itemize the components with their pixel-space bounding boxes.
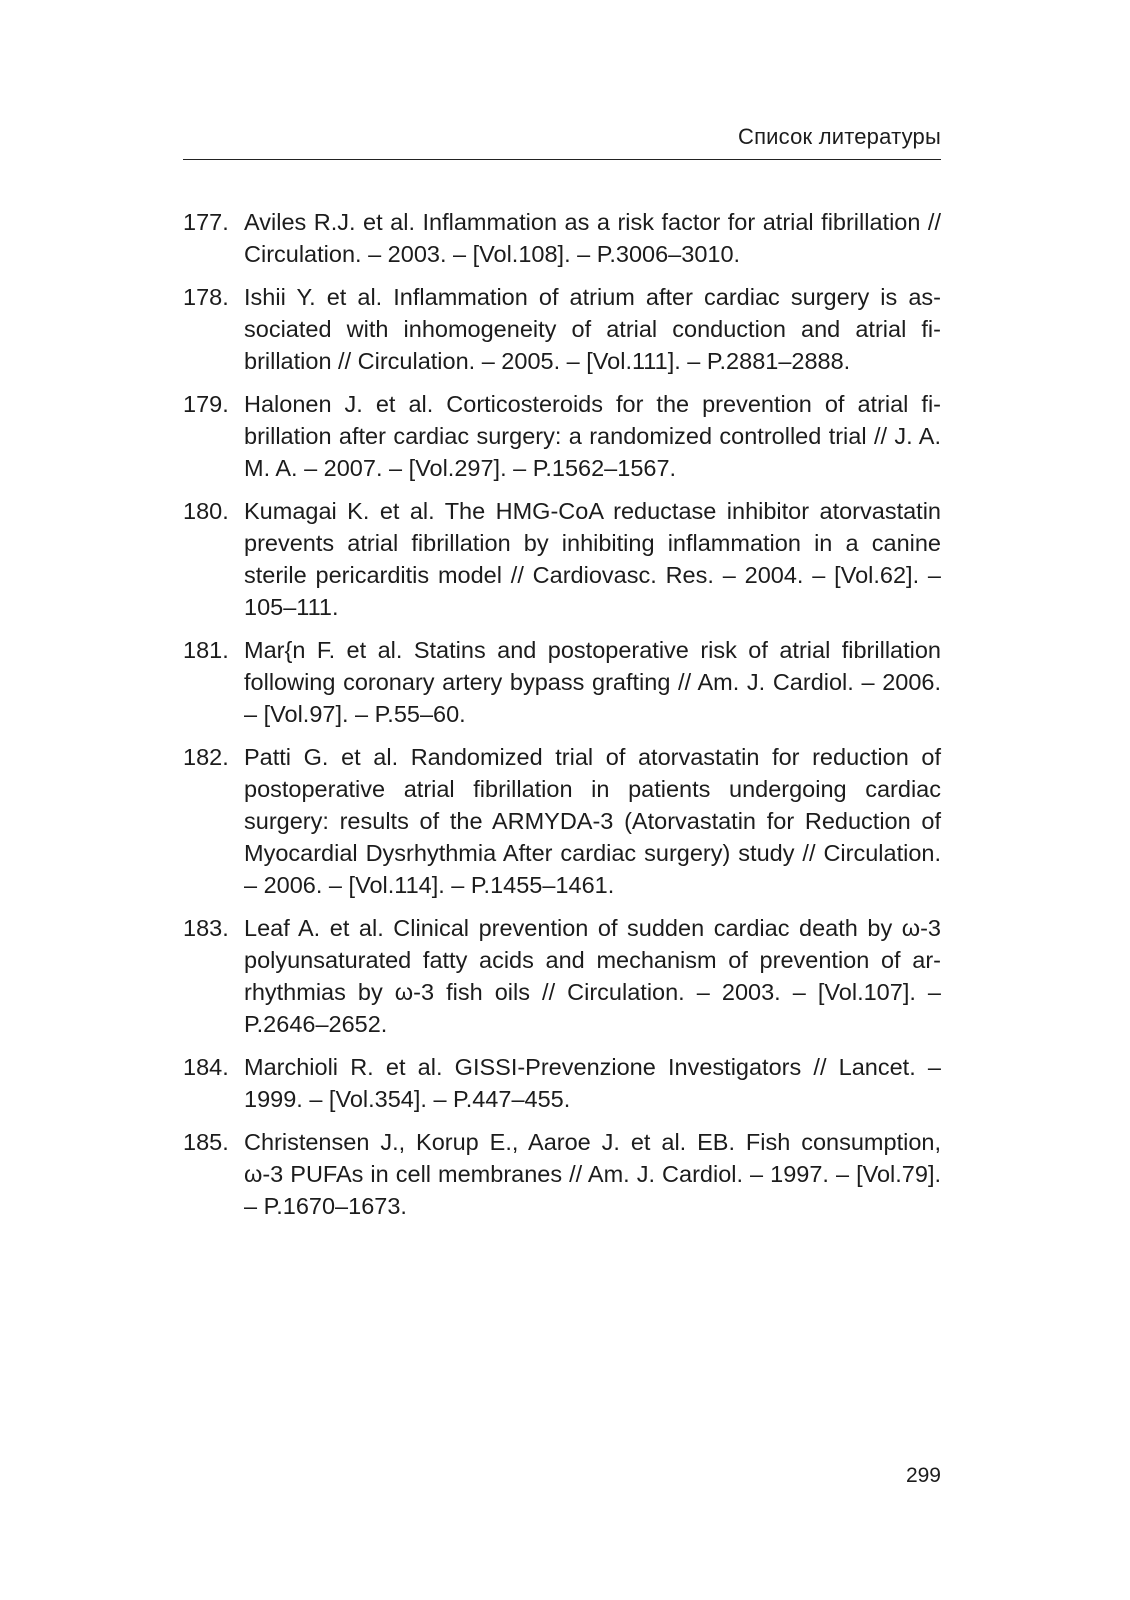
reference-item — [183, 206, 941, 270]
reference-number: 177. — [183, 209, 229, 235]
reference-number: 183. — [183, 915, 229, 941]
reference-number: 180. — [183, 498, 229, 524]
reference-number: 184. — [183, 1054, 229, 1080]
reference-text: Aviles R.J. et al. Inflammation as a risk factor for atrial fibrillation // Circulation. – 2003. – [Vol.108]. – P.3006–3010. — [244, 209, 941, 267]
reference-item — [183, 388, 941, 484]
reference-item — [183, 634, 941, 730]
reference-item — [183, 741, 941, 901]
running-head — [183, 120, 941, 160]
reference-number: 182. — [183, 744, 229, 770]
reference-text: Halonen J. et al. Corticosteroids for the prevention of atrial fibrillation after cardiac surgery: a randomized controlled trial // J. A. M. A. – 2007. – [Vol.297]. – P.1562–1567. — [244, 391, 941, 481]
reference-number: 179. — [183, 391, 229, 417]
reference-text: Christensen J., Korup E., Aaroe J. et al. EB. Fish consumption, ω-3 PUFAs in cell membranes // Am. J. Cardiol. – 1997. – [Vol.79]. – P.1670–1673. — [244, 1129, 941, 1219]
reference-text: Marchioli R. et al. GISSI-Prevenzione Investigators // Lancet. – 1999. – [Vol.354]. – P.447–455. — [244, 1054, 941, 1112]
reference-text: Patti G. et al. Randomized trial of atorvastatin for reduction of postoperative atrial fibrillation in patients undergoing cardiac surgery: results of the ARMYDA-3 (Atorvastatin for Reduction of Myocardial Dysrhythmia After cardiac surgery) study // Circulation. – 2006. – [Vol.114]. – P.1455–1461. — [244, 744, 941, 898]
reference-item — [183, 1126, 941, 1222]
reference-text: Mar{n F. et al. Statins and postoperative risk of atrial fibrillation following coronary artery bypass grafting // Am. J. Cardiol. – 2006. – [Vol.97]. – P.55–60. — [244, 637, 941, 727]
reference-item — [183, 495, 941, 623]
page-number: 299 — [905, 1464, 941, 1487]
reference-item — [183, 912, 941, 1040]
reference-number: 185. — [183, 1129, 229, 1155]
reference-number: 178. — [183, 284, 229, 310]
reference-text: Leaf A. et al. Clinical prevention of sudden cardiac death by ω-3 polyunsaturated fatty acids and mechanism of prevention of arrhythmias by ω-3 fish oils // Circulation. – 2003. – [Vol.107]. – P.2646–2652. — [244, 915, 941, 1037]
reference-number: 181. — [183, 637, 229, 663]
reference-item — [183, 1051, 941, 1115]
reference-list — [183, 206, 941, 1233]
reference-text: Ishii Y. et al. Inflammation of atrium after cardiac surgery is associated with inhomogeneity of atrial conduction and atrial fibrillation // Circulation. – 2005. – [Vol.111]. – P.2881–2888. — [244, 284, 941, 374]
reference-item — [183, 281, 941, 377]
running-head-title: Список литературы — [737, 124, 941, 149]
reference-text: Kumagai K. et al. The HMG-CoA reductase inhibitor atorvastatin prevents atrial fibrillation by inhibiting inflammation in a canine sterile pericarditis model // Cardiovasc. Res. – 2004. – [Vol.62]. – 105–111. — [244, 498, 941, 620]
